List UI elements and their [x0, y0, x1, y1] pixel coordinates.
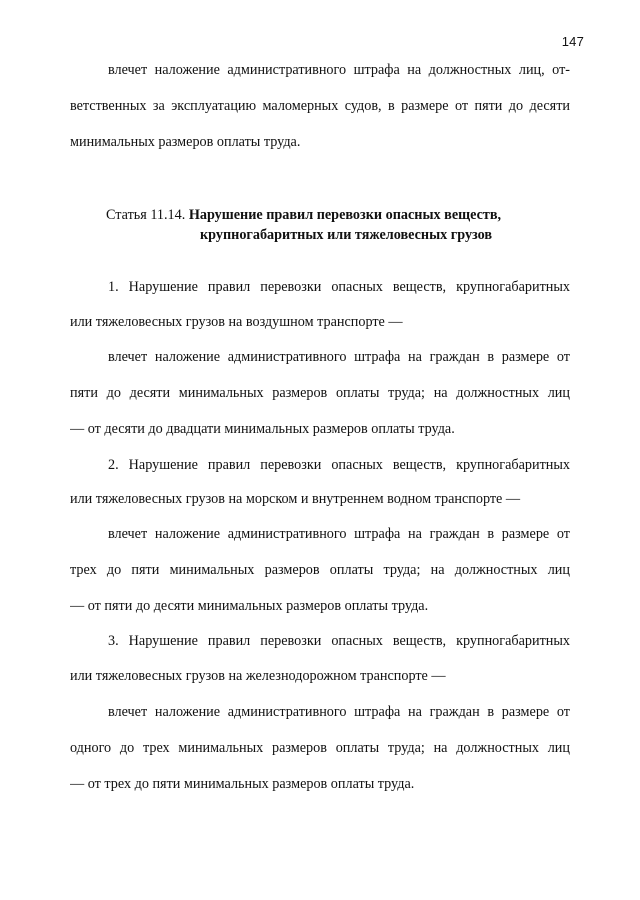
- item-1-offense-line-2: или тяжеловесных грузов на воздушном транспорте —: [70, 314, 403, 330]
- article-title-line-2: крупногабаритных или тяжеловесных грузов: [200, 227, 493, 243]
- page-number: 147: [561, 34, 584, 49]
- article-number: Статья 11.14.: [106, 207, 186, 223]
- item-1-penalty-line-1: влечет наложение административного штрафа на граждан в размере от: [108, 349, 570, 365]
- item-1-penalty-line-3: — от десяти до двадцати минимальных размеров оплаты труда.: [70, 421, 455, 437]
- article-title-line-1: Нарушение правил перевозки опасных веществ,: [188, 207, 502, 223]
- item-3-offense-line-1: 3. Нарушение правил перевозки опасных веществ, крупногабаритных: [108, 633, 570, 649]
- intro-line-2: ветственных за эксплуатацию маломерных судов, в размере от пяти до десяти: [70, 98, 570, 114]
- item-2-penalty-line-2: трех до пяти минимальных размеров оплаты труда; на должностных лиц: [70, 562, 570, 578]
- item-2-offense-line-2: или тяжеловесных грузов на морском и внутреннем водном транспорте —: [70, 491, 521, 507]
- item-1-offense-line-1: 1. Нарушение правил перевозки опасных веществ, крупногабаритных: [108, 279, 570, 295]
- item-2-penalty-line-3: — от пяти до десяти минимальных размеров оплаты труда.: [70, 598, 429, 614]
- item-1-penalty-line-2: пяти до десяти минимальных размеров оплаты труда; на должностных лиц: [70, 385, 570, 401]
- item-2-offense-line-1: 2. Нарушение правил перевозки опасных веществ, крупногабаритных: [108, 457, 570, 473]
- item-2-penalty-line-1: влечет наложение административного штрафа на граждан в размере от: [108, 526, 570, 542]
- item-3-offense-line-2: или тяжеловесных грузов на железнодорожном транспорте —: [70, 668, 446, 684]
- intro-line-3: минимальных размеров оплаты труда.: [70, 134, 301, 150]
- intro-line-1: влечет наложение административного штрафа на должностных лиц, от-: [108, 62, 570, 78]
- article-heading: [106, 205, 586, 245]
- item-3-penalty-line-1: влечет наложение административного штрафа на граждан в размере от: [108, 704, 570, 720]
- item-3-penalty-line-2: одного до трех минимальных размеров оплаты труда; на должностных лиц: [70, 740, 570, 756]
- item-3-penalty-line-3: — от трех до пяти минимальных размеров оплаты труда.: [70, 776, 415, 792]
